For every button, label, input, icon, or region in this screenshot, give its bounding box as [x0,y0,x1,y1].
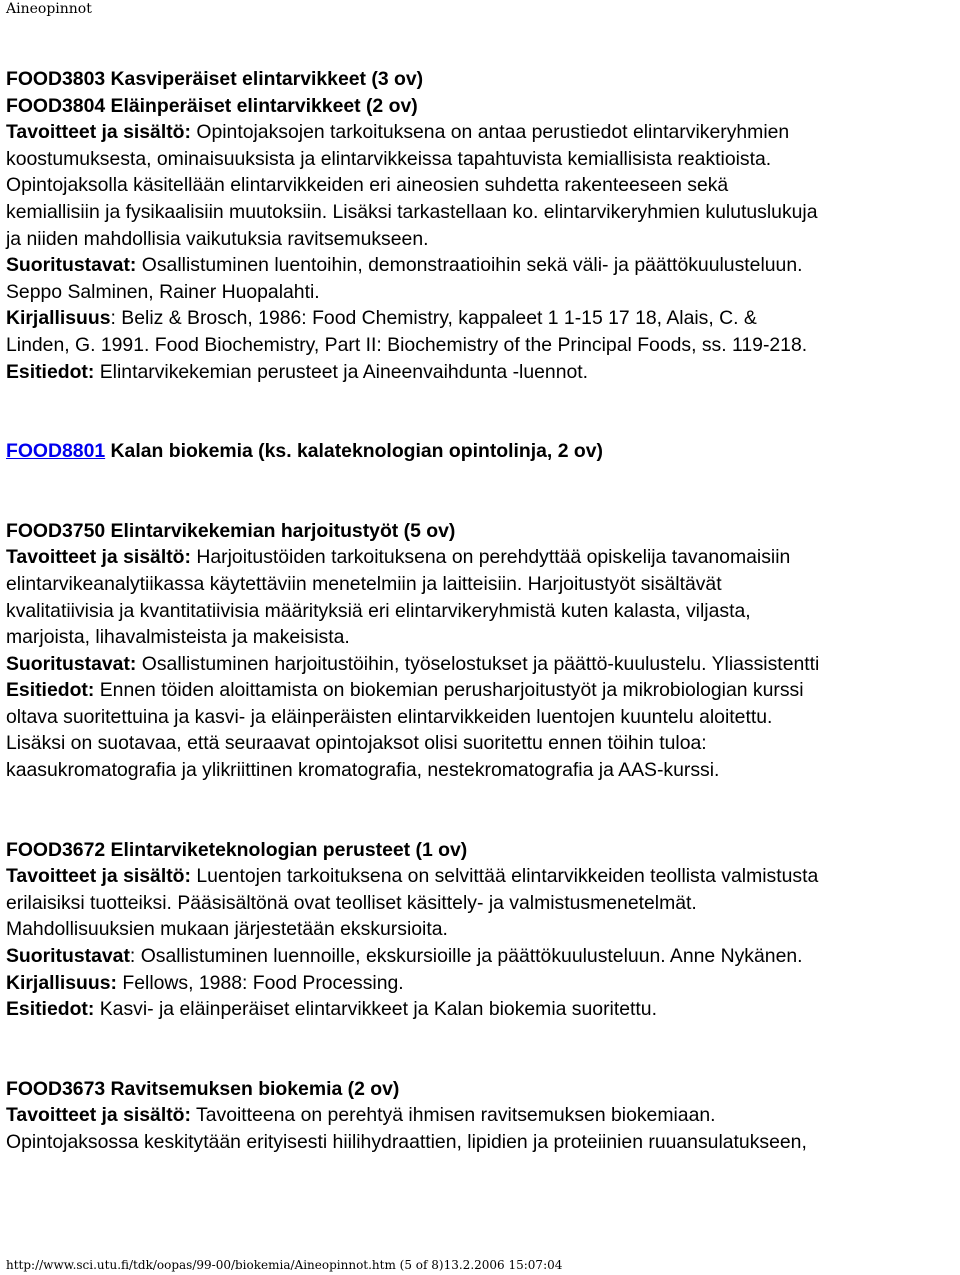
goals-text: Opintojaksojen tarkoituksena on antaa perustiedot elintarvikeryhmien [190,121,790,144]
prereq-label: Esitiedot: [6,998,95,1021]
prereq-paragraph [6,677,956,704]
goals-text: ja niiden mahdollisia vaikutuksia ravitsemukseen. [6,227,429,250]
teachers-text: Seppo Salminen, Rainer Huopalahti. [6,280,320,303]
course-food8801 [6,438,956,465]
goals-paragraph [6,863,956,890]
goals-text: marjoista, lihavalmisteista ja makeisista. [6,626,350,649]
prereq-text: Kasvi- ja eläinperäiset elintarvikkeet ja Kalan biokemia suoritettu. [94,998,657,1021]
goals-text: Opintojaksossa keskitytään erityisesti hiilihydraattien, lipidien ja proteiinien ruuansulatukseen, [6,1131,807,1153]
methods-label: Suoritustavat: [6,254,137,277]
goals-label: Tavoitteet ja sisältö: [6,546,191,569]
literature-text: : Beliz & Brosch, 1986: Food Chemistry, kappaleet 1 1-15 17 18, Alais, C. & [110,307,757,330]
prereq-label: Esitiedot: [6,679,95,702]
course-title-text: Kalan biokemia (ks. kalateknologian opintolinja, 2 ov) [105,440,603,463]
literature-text: Linden, G. 1991. Food Biochemistry, Part II: Biochemistry of the Principal Foods, ss. 119-218. [6,333,808,356]
page-footer-url: http://www.sci.utu.fi/tdk/oopas/99-00/biokemia/Aineopinnot.htm (5 of 8)13.2.2006 15:07:04 [6,1258,563,1272]
prereq-text: Elintarvikekemian perusteet ja Aineenvaihdunta -luennot. [94,360,589,383]
literature-text: Fellows, 1988: Food Processing. [117,971,404,994]
prereq-text: Lisäksi on suotavaa, että seuraavat opintojaksot olisi suoritettu ennen töihin tuloa: [6,732,707,755]
course-title: FOOD3672 Elintarviketeknologian perusteet (1 ov) [6,838,468,861]
methods-text: : Osallistuminen luennoille, ekskursioille ja päättökuulusteluun. Anne Nykänen. [129,945,803,968]
goals-text: Mahdollisuuksien mukaan järjestetään ekskursioita. [6,918,448,941]
prereq-text: oltava suoritettuina ja kasvi- ja eläinperäisten elintarvikkeiden luentojen kuuntelu aloitettu. [6,705,773,728]
goals-paragraph [6,119,956,146]
goals-text: Luentojen tarkoituksena on selvittää elintarvikkeiden teollista valmistusta [190,865,819,888]
methods-paragraph [6,252,956,279]
course-food3672 [6,837,956,1023]
course-food3673 [6,1076,956,1156]
methods-paragraph [6,651,956,678]
prereq-paragraph [6,359,956,386]
literature-label: Kirjallisuus [6,307,111,330]
goals-paragraph [6,1102,956,1129]
goals-text: Opintojaksolla käsitellään elintarvikkeiden eri aineosien suhdetta rakenteeseen sekä [6,174,729,197]
methods-label: Suoritustavat: [6,652,137,675]
literature-label: Kirjallisuus: [6,971,117,994]
course-title: FOOD3804 Eläinperäiset elintarvikkeet (2 ov) [6,94,418,117]
goals-label: Tavoitteet ja sisältö: [6,1104,191,1127]
course-title: FOOD3750 Elintarvikekemian harjoitustyöt (5 ov) [6,519,456,542]
goals-label: Tavoitteet ja sisältö: [6,865,191,888]
goals-text: erilaisiksi tuotteiksi. Pääsisältönä ovat teolliset käsittely- ja valmistusmenetelmät. [6,891,697,914]
prereq-text: kaasukromatografia ja ylikriittinen kromatografia, nestekromatografia ja AAS-kurssi. [6,759,720,782]
goals-text: Harjoitustöiden tarkoituksena on perehdyttää opiskelija tavanomaisiin [190,546,791,569]
methods-label: Suoritustavat [6,945,130,968]
goals-text: elintarvikeanalytiikassa käytettäviin menetelmiin ja laitteisiin. Harjoitustyöt sisältävät [6,572,722,595]
literature-paragraph [6,970,956,997]
course-title: FOOD3803 Kasviperäiset elintarvikkeet (3 ov) [6,68,424,90]
document-body [6,66,956,1156]
course-title: FOOD3673 Ravitsemuksen biokemia (2 ov) [6,1077,400,1100]
prereq-label: Esitiedot: [6,360,95,383]
course-title [6,438,956,465]
goals-text: koostumuksesta, ominaisuuksista ja elintarvikkeissa tapahtuvista kemiallisista reaktioista. [6,147,772,170]
goals-paragraph [6,544,956,571]
goals-text: kemiallisiin ja fysikaalisiin muutoksiin. Lisäksi tarkastellaan ko. elintarvikeryhmien kulutuslukuja [6,200,818,223]
methods-paragraph [6,943,956,970]
prereq-paragraph [6,996,956,1023]
goals-text: kvalitatiivisia ja kvantitatiivisia määrityksiä eri elintarvikeryhmistä kuten kalasta, viljasta, [6,599,751,622]
methods-text: Osallistuminen luentoihin, demonstraatioihin sekä väli- ja päättökuulusteluun. [136,254,803,277]
page-header-title: Aineopinnot [6,1,92,17]
prereq-text: Ennen töiden aloittamista on biokemian perusharjoitustyöt ja mikrobiologian kurssi [94,679,804,702]
course-code-link[interactable]: FOOD8801 [6,440,106,463]
goals-text: Tavoitteena on perehtyä ihmisen ravitsemuksen biokemiaan. [190,1104,716,1127]
goals-label: Tavoitteet ja sisältö: [6,121,191,144]
course-food3750 [6,518,956,784]
literature-paragraph [6,305,956,332]
course-food3803 [6,66,956,385]
methods-text: Osallistuminen harjoitustöihin, työselostukset ja päättö-kuulustelu. Yliassistentti [136,652,820,675]
